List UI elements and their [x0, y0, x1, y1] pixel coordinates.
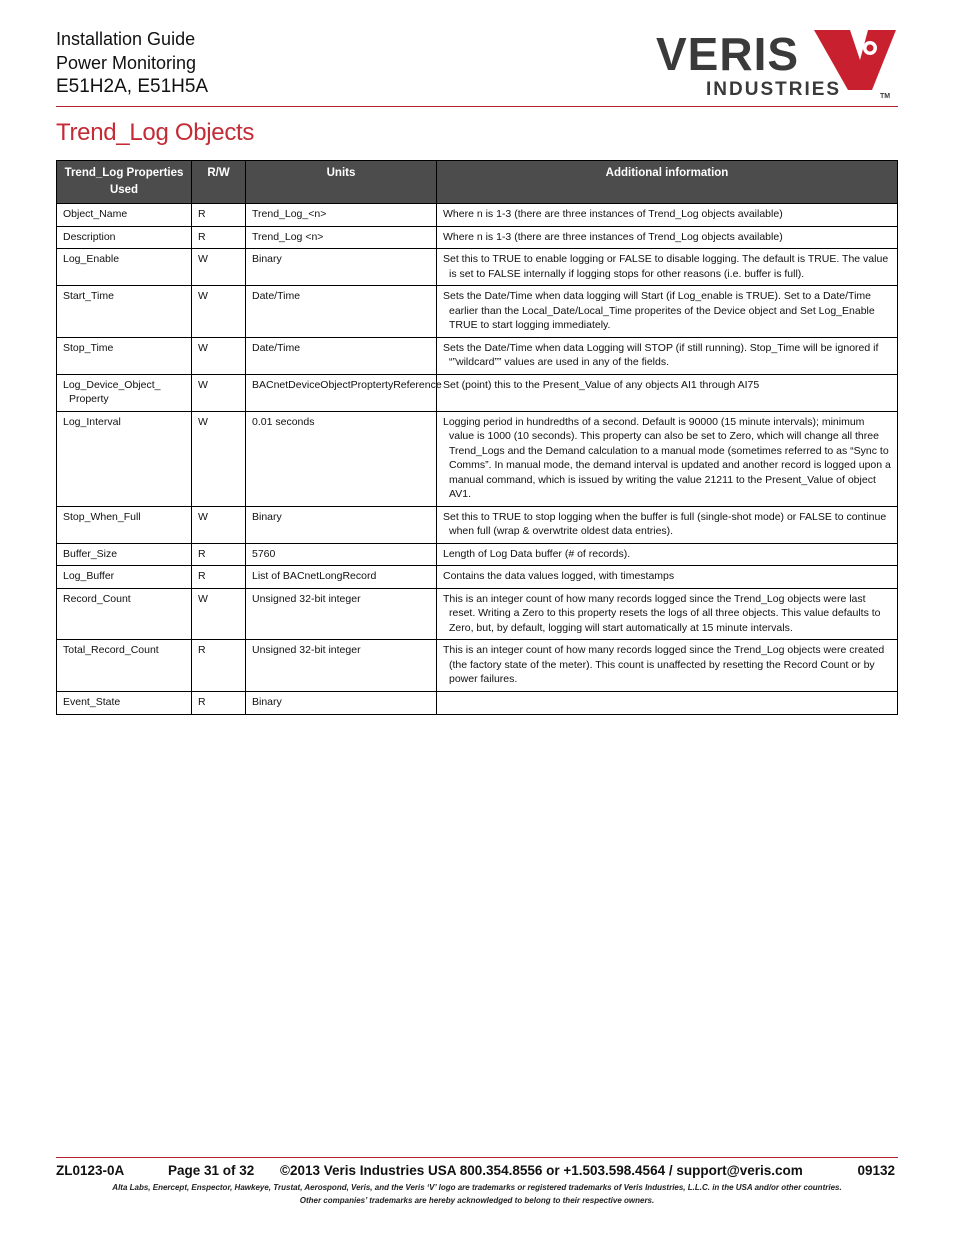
- cell-property: Total_Record_Count: [57, 640, 192, 692]
- column-header-rw: R/W: [192, 161, 246, 204]
- footer-doc-id: ZL0123-0A: [56, 1163, 125, 1178]
- logo-trademark: TM: [880, 93, 891, 100]
- footer-contact: ©2013 Veris Industries USA 800.354.8556 or +1.503.598.4564 / support@veris.com: [280, 1163, 803, 1178]
- cell-info: Sets the Date/Time when data Logging will STOP (if still running). Stop_Time will be ignored if “”wildcard”” values are used in any of the fields.: [437, 337, 898, 374]
- table-row: [57, 566, 898, 589]
- cell-units: Unsigned 32-bit integer: [246, 640, 437, 692]
- cell-units: Date/Time: [246, 286, 437, 338]
- cell-property: Record_Count: [57, 588, 192, 640]
- cell-units: Trend_Log_<n>: [246, 204, 437, 227]
- header-divider: [56, 106, 898, 107]
- header-model-numbers: E51H2A, E51H5A: [56, 76, 209, 97]
- cell-units: Unsigned 32-bit integer: [246, 588, 437, 640]
- cell-property: Stop_When_Full: [57, 506, 192, 543]
- cell-property: Buffer_Size: [57, 543, 192, 566]
- cell-rw: W: [192, 337, 246, 374]
- document-header: [56, 27, 208, 99]
- table-row: [57, 249, 898, 286]
- table-row: [57, 691, 898, 714]
- cell-units: 0.01 seconds: [246, 411, 437, 506]
- table-row: [57, 204, 898, 227]
- cell-info: Where n is 1-3 (there are three instances of Trend_Log objects available): [437, 204, 898, 227]
- cell-property: Log_Enable: [57, 249, 192, 286]
- cell-info: Contains the data values logged, with timestamps: [437, 566, 898, 589]
- cell-property: Event_State: [57, 691, 192, 714]
- table-row: [57, 337, 898, 374]
- cell-property: Log_Device_Object_ Property: [57, 374, 192, 411]
- cell-info: Set (point) this to the Present_Value of any objects AI1 through AI75: [437, 374, 898, 411]
- cell-info: Where n is 1-3 (there are three instances of Trend_Log objects available): [437, 226, 898, 249]
- cell-rw: W: [192, 249, 246, 286]
- cell-rw: W: [192, 286, 246, 338]
- table-row: [57, 543, 898, 566]
- cell-property: Object_Name: [57, 204, 192, 227]
- cell-rw: R: [192, 543, 246, 566]
- footer-page-number: Page 31 of 32: [168, 1163, 255, 1178]
- footer-divider: [56, 1157, 898, 1158]
- cell-info: [437, 691, 898, 714]
- cell-units: BACnetDeviceObjectProptertyReference: [246, 374, 437, 411]
- cell-rw: R: [192, 566, 246, 589]
- table-row: [57, 374, 898, 411]
- footer-trademark-note-2: Other companies’ trademarks are hereby acknowledged to belong to their respective owners.: [299, 1196, 655, 1205]
- cell-info: Set this to TRUE to enable logging or FALSE to disable logging. The default is TRUE. The value is set to FALSE internally if logging stops for other reasons (i.e. buffer is full).: [437, 249, 898, 286]
- footer: [56, 1163, 898, 1183]
- cell-rw: R: [192, 640, 246, 692]
- footer-trademark-note: Alta Labs, Enercept, Enspector, Hawkeye, Trustat, Aerospond, Veris, and the Veris ‘V’ logo are trademarks or registered trademarks of Veris Industries, L.L.C. in the USA and/or other countries.: [112, 1183, 842, 1192]
- cell-rw: W: [192, 506, 246, 543]
- cell-units: Date/Time: [246, 337, 437, 374]
- cell-rw: W: [192, 588, 246, 640]
- cell-units: 5760: [246, 543, 437, 566]
- cell-property: Stop_Time: [57, 337, 192, 374]
- cell-rw: R: [192, 204, 246, 227]
- table-row: [57, 506, 898, 543]
- section-title: Trend_Log Objects: [56, 119, 255, 146]
- cell-info: This is an integer count of how many records logged since the Trend_Log objects were last reset. Writing a Zero to this property resets the logs of all three objects. This value defaults to Zero, but, by default, logging will start automatically at 15 minute intervals.: [437, 588, 898, 640]
- cell-units: List of BACnetLongRecord: [246, 566, 437, 589]
- column-header-info: Additional information: [437, 161, 898, 204]
- table-header-row: [57, 161, 898, 204]
- cell-units: Binary: [246, 691, 437, 714]
- cell-info: Sets the Date/Time when data logging will Start (if Log_enable is TRUE). Set to a Date/Time earlier than the Local_Date/Local_Time properites of the Device object and Set Log_Enable TRUE to start logging immediately.: [437, 286, 898, 338]
- table-row: [57, 640, 898, 692]
- logo-subtitle: INDUSTRIES: [706, 79, 842, 100]
- footer-code: 09132: [857, 1163, 895, 1178]
- cell-rw: R: [192, 691, 246, 714]
- cell-property: Start_Time: [57, 286, 192, 338]
- veris-logo: [654, 26, 898, 102]
- cell-info: Length of Log Data buffer (# of records).: [437, 543, 898, 566]
- column-header-units: Units: [246, 161, 437, 204]
- table-row: [57, 286, 898, 338]
- cell-rw: W: [192, 411, 246, 506]
- table-row: [57, 226, 898, 249]
- cell-units: Binary: [246, 249, 437, 286]
- cell-rw: W: [192, 374, 246, 411]
- cell-info: Logging period in hundredths of a second. Default is 90000 (15 minute intervals); minimum value is 1000 (10 seconds). This property can also be set to Zero, which will change all three Trend_Logs and the Demand calculation to a manual mode (sometimes referred to as “Sync to Comms”. In manual mode, the demand interval is updated and another record is logged upon a manual command, which is issued by writing the value 21211 to the Present_Value of object AV1.: [437, 411, 898, 506]
- cell-units: Binary: [246, 506, 437, 543]
- logo-wordmark: VERIS: [656, 28, 800, 80]
- cell-property: Description: [57, 226, 192, 249]
- cell-info: Set this to TRUE to stop logging when the buffer is full (single-shot mode) or FALSE to continue when full (wrap & overwtrite oldest data entries).: [437, 506, 898, 543]
- cell-property: Log_Buffer: [57, 566, 192, 589]
- column-header-property: Trend_Log Properties Used: [57, 161, 192, 204]
- header-product-line: Power Monitoring: [56, 53, 197, 73]
- cell-property: Log_Interval: [57, 411, 192, 506]
- table-row: [57, 411, 898, 506]
- cell-rw: R: [192, 226, 246, 249]
- trend-log-table: [56, 160, 898, 715]
- cell-units: Trend_Log <n>: [246, 226, 437, 249]
- header-guide-title: Installation Guide: [56, 29, 196, 49]
- table-row: [57, 588, 898, 640]
- cell-info: This is an integer count of how many records logged since the Trend_Log objects were created (the factory state of the meter). This count is unaffected by resetting the Record Count or by power failures.: [437, 640, 898, 692]
